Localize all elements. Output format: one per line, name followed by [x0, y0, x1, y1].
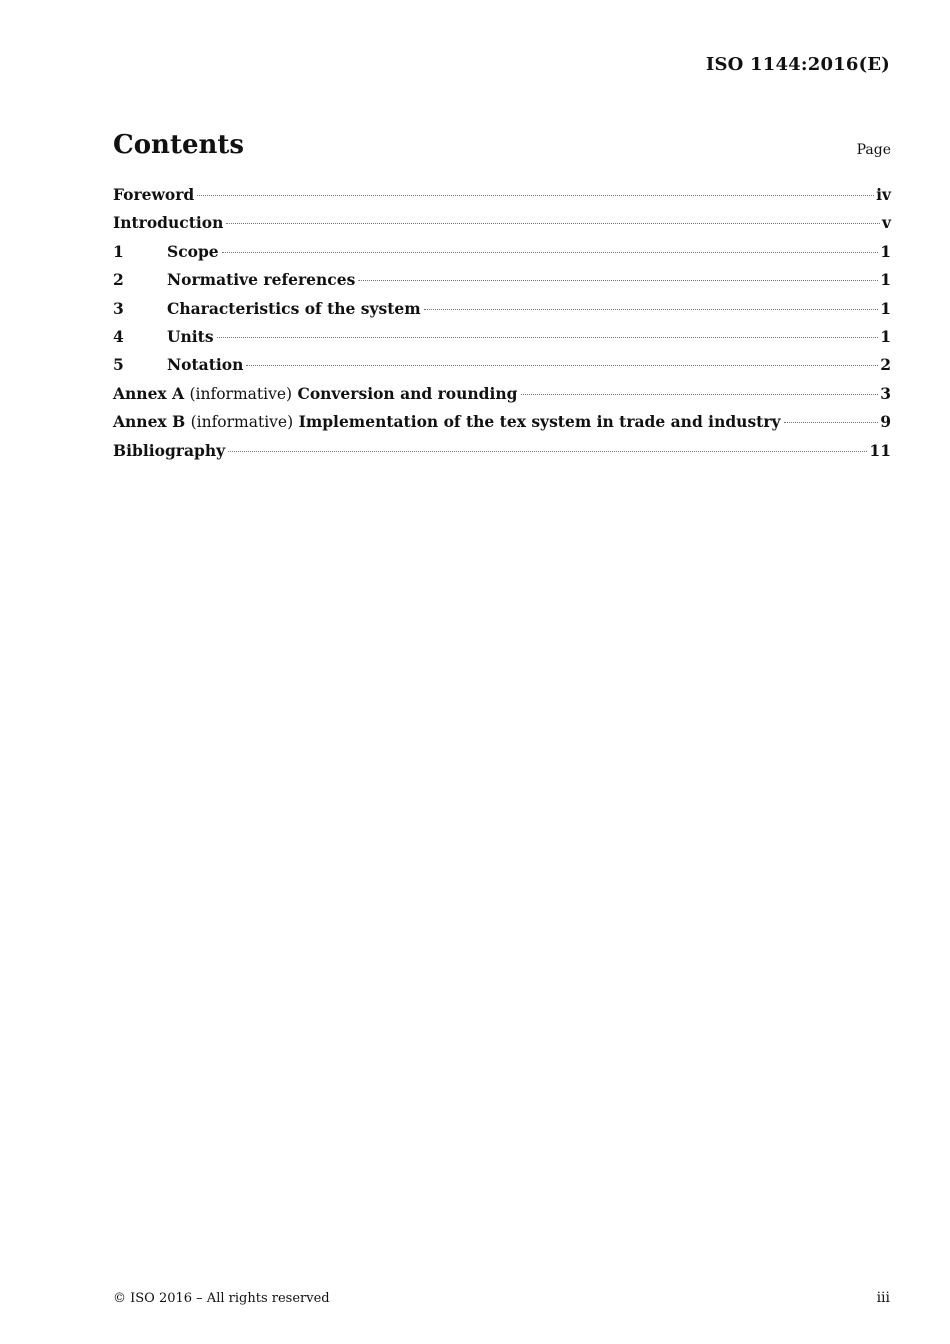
document-id: ISO 1144:2016(E) [705, 54, 890, 75]
toc-entry-page[interactable]: 1 [880, 298, 891, 318]
toc-entry-number: 2 [113, 270, 124, 290]
toc-entry-page[interactable]: 2 [880, 355, 891, 375]
annex-title: Conversion and rounding [297, 383, 518, 403]
toc-leader-dots [424, 308, 879, 310]
toc-leader-dots [228, 450, 867, 452]
toc-entry-title[interactable]: Notation [167, 355, 244, 375]
toc-entry-normative-references[interactable] [113, 270, 891, 298]
toc-entry-annex-a[interactable] [113, 384, 891, 412]
footer-copyright: © ISO 2016 – All rights reserved [113, 1291, 330, 1306]
toc-entry-page[interactable]: 1 [880, 241, 891, 261]
toc-entry-title[interactable]: Normative references [167, 270, 356, 290]
toc-entry-title[interactable]: Introduction [113, 213, 224, 233]
toc-entry-title[interactable]: Bibliography [113, 440, 226, 460]
toc-leader-dots [222, 251, 879, 253]
annex-title: Implementation of the tex system in trade and industry [298, 412, 781, 432]
toc-entry-title[interactable] [113, 384, 518, 403]
toc-leader-dots [246, 364, 878, 366]
toc-entry-page[interactable]: v [881, 213, 891, 233]
toc-leader-dots [197, 194, 874, 196]
toc-entry-title[interactable]: Scope [167, 241, 219, 261]
toc-entry-notation[interactable] [113, 355, 891, 383]
toc-entry-title[interactable]: Units [167, 326, 214, 346]
toc-entry-scope[interactable] [113, 242, 891, 270]
annex-label: Annex A [113, 383, 185, 403]
toc-entry-page[interactable]: 1 [880, 270, 891, 290]
toc-entry-characteristics[interactable] [113, 299, 891, 327]
toc-entry-title[interactable] [113, 412, 781, 431]
toc-leader-dots [226, 222, 880, 224]
toc-entry-number: 3 [113, 298, 124, 318]
toc-entry-page[interactable]: iv [876, 185, 891, 204]
toc-leader-dots [217, 336, 879, 338]
toc-entry-page[interactable]: 3 [880, 383, 891, 403]
toc-entry-page[interactable]: 11 [869, 440, 891, 460]
page-column-label: Page [856, 142, 891, 158]
toc-entry-number: 1 [113, 241, 124, 261]
toc-entry-title[interactable]: Foreword [113, 185, 195, 204]
toc-entry-units[interactable] [113, 327, 891, 355]
toc-entry-title[interactable]: Characteristics of the system [167, 298, 421, 318]
annex-informative: (informative) [190, 413, 294, 432]
annex-label: Annex B [113, 412, 186, 432]
toc-entry-page[interactable]: 9 [880, 412, 891, 432]
toc-entry-page[interactable]: 1 [880, 326, 891, 346]
toc-entry-number: 5 [113, 355, 124, 375]
toc-entry-foreword[interactable] [113, 185, 891, 213]
table-of-contents [113, 185, 891, 469]
toc-entry-annex-b[interactable] [113, 412, 891, 440]
footer-page-number: iii [876, 1290, 890, 1306]
toc-entry-bibliography[interactable] [113, 441, 891, 469]
toc-leader-dots [784, 421, 879, 423]
contents-title: Contents [113, 130, 245, 160]
toc-leader-dots [521, 393, 879, 395]
toc-leader-dots [358, 279, 878, 281]
annex-informative: (informative) [189, 384, 293, 403]
toc-entry-introduction[interactable] [113, 213, 891, 241]
toc-entry-number: 4 [113, 326, 124, 346]
contents-header [113, 130, 891, 166]
